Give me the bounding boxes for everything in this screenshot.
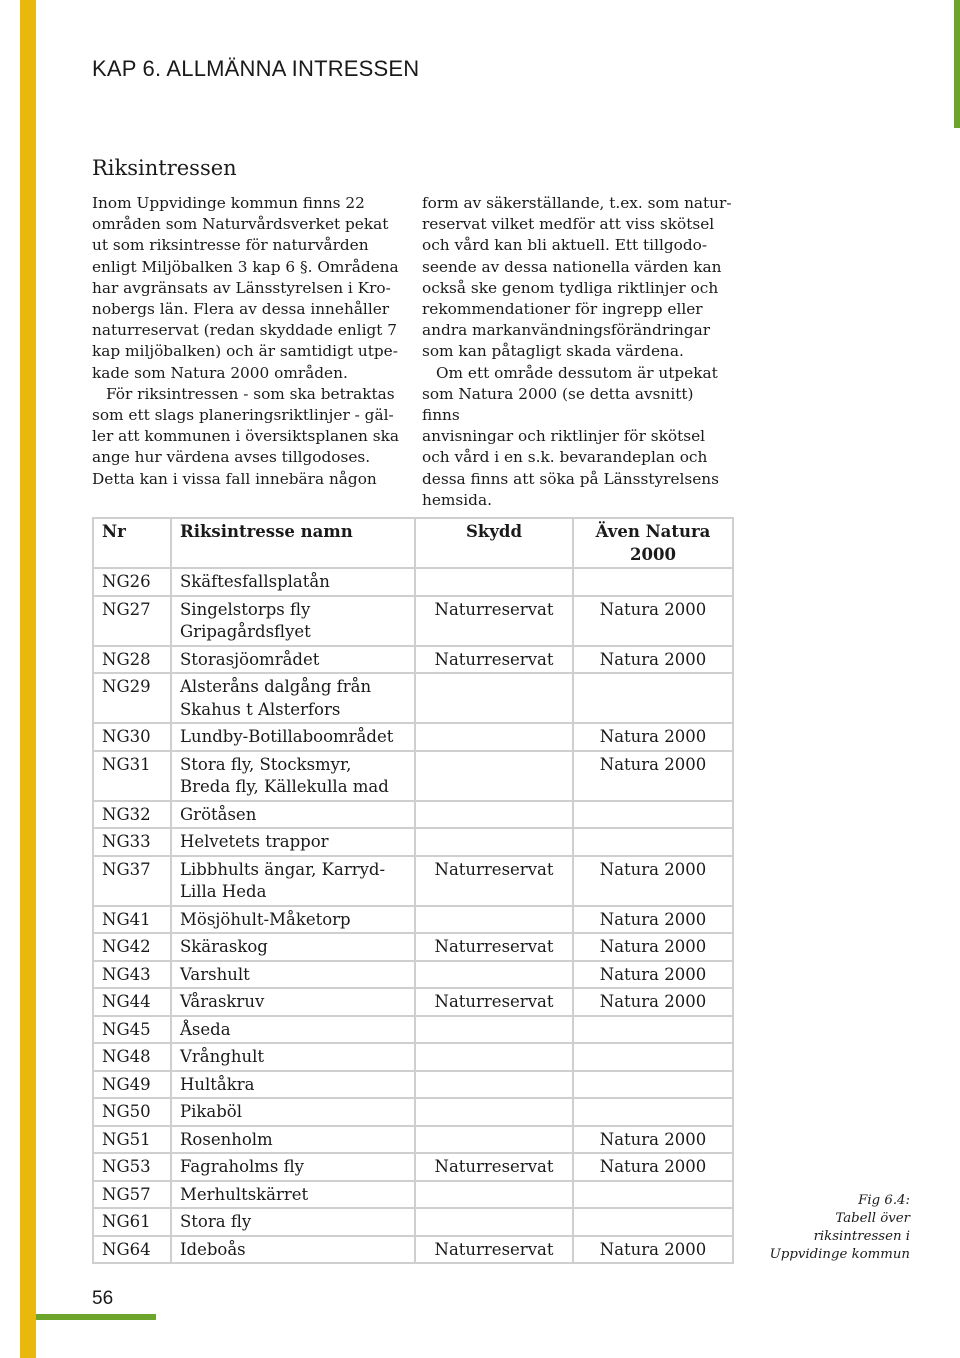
header-protection: Skydd [415,518,573,568]
paragraph-intro: Inom Uppvidinge kommun finns 22 områden som Naturvårdsverket pekat ut som riksintresse för naturvården enligt Miljöbalken 3 kap 6 §. Områdena har avgränsats av Länsstyrelsen i Kro- nobergs län. Flera av dessa innehåller naturreservat (redan skyddade enligt 7 kap miljöbalken) och är samtidigt utpe- kade som Natura 2000 områden. [92,194,399,382]
cell-natura: Natura 2000 [573,751,733,801]
cell-protection: Naturreservat [415,1153,573,1181]
cell-protection [415,1098,573,1126]
cell-protection [415,1208,573,1236]
cell-name: Alsteråns dalgång från Skahus t Alsterfors [171,673,415,723]
cell-nr: NG61 [93,1208,171,1236]
cell-name: Fagraholms fly [171,1153,415,1181]
cell-protection: Naturreservat [415,933,573,961]
cell-protection: Naturreservat [415,596,573,646]
cell-nr: NG26 [93,568,171,596]
cell-name: Grötåsen [171,801,415,829]
cell-name: Singelstorps fly Gripagårdsflyet [171,596,415,646]
chapter-header: KAP 6. ALLMÄNNA INTRESSEN [92,56,420,81]
cell-name: Åseda [171,1016,415,1044]
table-row [93,1043,733,1071]
cell-nr: NG42 [93,933,171,961]
cell-nr: NG31 [93,751,171,801]
cell-name: Mösjöhult-Måketorp [171,906,415,934]
table-header-row [93,518,733,568]
cell-nr: NG48 [93,1043,171,1071]
figure-label: Fig 6.4: [858,1193,910,1208]
footer-accent-bar [36,1314,156,1320]
cell-protection [415,801,573,829]
cell-nr: NG33 [93,828,171,856]
table-row [93,988,733,1016]
cell-name: Stora fly [171,1208,415,1236]
header-nr: Nr [93,518,171,568]
cell-name: Stora fly, Stocksmyr, Breda fly, Källekulla mad [171,751,415,801]
cell-natura [573,1016,733,1044]
cell-protection: Naturreservat [415,856,573,906]
table-row [93,1236,733,1264]
table-row [93,1071,733,1099]
cell-natura: Natura 2000 [573,933,733,961]
right-accent-bar [954,0,960,128]
cell-nr: NG43 [93,961,171,989]
table-body [93,568,733,1263]
page-number: 56 [92,1288,114,1309]
table-row [93,801,733,829]
cell-nr: NG37 [93,856,171,906]
header-natura: Även Natura 2000 [573,518,733,568]
paragraph-planning-continued: form av säkerställande, t.ex. som natur- reservat vilket medför att viss skötsel och vård kan bli aktuell. Ett tillgodo- seende av dessa nationella värden kan också ske genom tydliga riktlinjer och rekommendationer för ingrepp eller andra markanvändningsförändringar som kan påtagligt skada värdena. [422,194,732,361]
cell-protection [415,1071,573,1099]
cell-protection [415,1181,573,1209]
table-row [93,1016,733,1044]
cell-natura: Natura 2000 [573,1153,733,1181]
left-accent-bar [20,0,36,1358]
cell-name: Rosenholm [171,1126,415,1154]
cell-protection [415,723,573,751]
table-row [93,673,733,723]
cell-protection [415,1126,573,1154]
section-title: Riksintressen [92,156,237,180]
figure-caption [748,1192,910,1264]
cell-natura: Natura 2000 [573,596,733,646]
cell-natura: Natura 2000 [573,1236,733,1264]
cell-nr: NG28 [93,646,171,674]
figure-caption-text: Tabell över riksintressen i Uppvidinge kommun [769,1211,910,1262]
table-row [93,961,733,989]
cell-name: Helvetets trappor [171,828,415,856]
cell-protection [415,906,573,934]
cell-nr: NG27 [93,596,171,646]
cell-protection: Naturreservat [415,646,573,674]
cell-natura: Natura 2000 [573,961,733,989]
table-row [93,1181,733,1209]
cell-protection [415,1016,573,1044]
cell-name: Libbhults ängar, Karryd- Lilla Heda [171,856,415,906]
cell-name: Pikaböl [171,1098,415,1126]
cell-name: Varshult [171,961,415,989]
table-row [93,1126,733,1154]
table-row [93,568,733,596]
cell-name: Skäraskog [171,933,415,961]
cell-natura [573,1208,733,1236]
cell-natura [573,1071,733,1099]
cell-natura: Natura 2000 [573,723,733,751]
cell-nr: NG41 [93,906,171,934]
cell-nr: NG51 [93,1126,171,1154]
table-row [93,751,733,801]
cell-natura [573,801,733,829]
table-row [93,596,733,646]
cell-natura: Natura 2000 [573,906,733,934]
cell-name: Vrånghult [171,1043,415,1071]
cell-nr: NG32 [93,801,171,829]
cell-natura: Natura 2000 [573,988,733,1016]
table-row [93,856,733,906]
table-row [93,1098,733,1126]
cell-protection [415,961,573,989]
cell-name: Lundby-Botillaboområdet [171,723,415,751]
table-row [93,1208,733,1236]
cell-nr: NG30 [93,723,171,751]
cell-natura [573,673,733,723]
cell-natura: Natura 2000 [573,1126,733,1154]
cell-natura [573,1043,733,1071]
cell-name: Merhultskärret [171,1181,415,1209]
cell-protection: Naturreservat [415,988,573,1016]
cell-name: Ideboås [171,1236,415,1264]
cell-natura [573,568,733,596]
table-row [93,906,733,934]
cell-protection [415,751,573,801]
cell-natura [573,1098,733,1126]
table-row [93,646,733,674]
table-row [93,1153,733,1181]
cell-nr: NG45 [93,1016,171,1044]
cell-natura: Natura 2000 [573,646,733,674]
cell-nr: NG53 [93,1153,171,1181]
cell-nr: NG57 [93,1181,171,1209]
cell-protection [415,1043,573,1071]
table-row [93,828,733,856]
cell-natura: Natura 2000 [573,856,733,906]
cell-natura [573,1181,733,1209]
cell-name: Storasjöområdet [171,646,415,674]
cell-protection [415,828,573,856]
cell-nr: NG50 [93,1098,171,1126]
cell-protection [415,673,573,723]
table-row [93,933,733,961]
cell-name: Våraskruv [171,988,415,1016]
cell-natura [573,828,733,856]
text-column-left [92,193,408,490]
cell-name: Hultåkra [171,1071,415,1099]
paragraph-planning-start: För riksintressen - som ska betraktas som ett slags planeringsriktlinjer - gäl- ler att kommunen i översiktsplanen ska ange hur värdena avses tillgodoses. Detta kan i vissa fall innebära någon [92,384,399,488]
cell-name: Skäftesfallsplatån [171,568,415,596]
cell-nr: NG49 [93,1071,171,1099]
cell-nr: NG29 [93,673,171,723]
cell-protection [415,568,573,596]
paragraph-natura: Om ett område dessutom är utpekat som Natura 2000 (se detta avsnitt) finns anvisningar och riktlinjer för skötsel och vård i en s.k. bevarandeplan och dessa finns att söka på Länsstyrelsens hemsida. [422,363,719,509]
cell-protection: Naturreservat [415,1236,573,1264]
text-column-right [422,193,732,511]
cell-nr: NG64 [93,1236,171,1264]
header-name: Riksintresse namn [171,518,415,568]
cell-nr: NG44 [93,988,171,1016]
table-row [93,723,733,751]
riksintressen-table [92,517,734,1264]
